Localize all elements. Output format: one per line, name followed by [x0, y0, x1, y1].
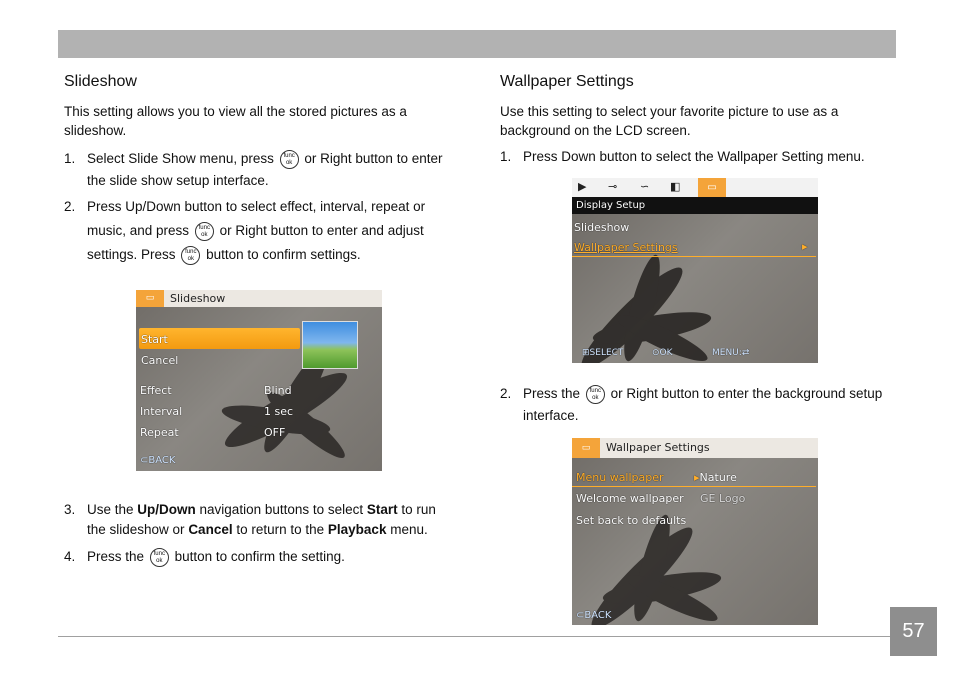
menu-item-wallpaper-settings[interactable]: Wallpaper Settings — [574, 241, 678, 254]
curve-tab-icon[interactable]: ∽ — [640, 180, 650, 193]
transfer-tab-icon[interactable]: ◧ — [670, 180, 681, 193]
chevron-right-icon: ▸ — [802, 240, 808, 253]
footer-select: ⊞SELECT — [582, 348, 624, 358]
func-ok-button-icon: func ok — [181, 246, 200, 265]
menu-header: Display Setup — [576, 200, 646, 211]
footer-ok: ⊙OK — [652, 348, 673, 358]
flower-image — [136, 290, 382, 471]
playback-tab-icon[interactable]: ▶ — [578, 180, 587, 193]
back-label[interactable]: ⊂BACK — [140, 455, 176, 466]
intro-paragraph: Use this setting to select your favorite picture to use as a background on the LCD screen. — [500, 104, 839, 138]
wallpaper-setting-value: ▸Nature — [694, 471, 737, 484]
step-number: 2. — [64, 199, 76, 214]
display-setup-icon: ▭ — [572, 438, 600, 458]
page-number: 57 — [890, 607, 937, 656]
menu-item-start[interactable]: Start — [141, 333, 168, 346]
screen-title: Slideshow — [170, 292, 226, 305]
func-ok-button-icon: func ok — [150, 548, 169, 567]
screen-title: Wallpaper Settings — [606, 441, 710, 454]
selected-row-underline — [572, 256, 816, 257]
display-setup-screen — [572, 178, 818, 363]
func-ok-button-icon: func ok — [586, 385, 605, 404]
step-text: Press Up/Down button to select effect, interval, repeat or music, and press — [87, 199, 426, 238]
func-ok-button-icon: func ok — [195, 222, 214, 241]
display-tab-icon[interactable]: ▭ — [698, 178, 726, 197]
display-setup-icon: ▭ — [136, 290, 164, 307]
mode-tab-bar — [572, 178, 818, 197]
step-text: or Right button to enter the slide show setup interface. — [87, 151, 443, 188]
slideshow-section — [64, 72, 456, 267]
bottom-divider — [58, 636, 890, 637]
wallpaper-setting-label[interactable]: Welcome wallpaper — [576, 492, 684, 505]
wallpaper-setting-label[interactable]: Set back to defaults — [576, 514, 687, 527]
header-bar — [58, 30, 896, 58]
screen-title-bar — [572, 438, 818, 458]
wallpaper-setting-label[interactable]: Menu wallpaper — [576, 471, 664, 484]
flower-image — [572, 438, 818, 625]
setting-value: 1 sec — [264, 405, 294, 418]
slideshow-steps-continued — [64, 500, 456, 568]
list-item: 4. Press the func ok button to confirm the setting. — [64, 546, 456, 568]
list-item: 3. Use the Up/Down navigation buttons to select Start to run the slideshow or Cancel to return to the Playback menu. — [64, 502, 436, 537]
intro-paragraph: This setting allows you to view all the stored pictures as a slideshow. — [64, 104, 407, 138]
section-heading: Wallpaper Settings — [500, 73, 634, 90]
setting-label: Interval — [140, 405, 183, 418]
slideshow-screen — [136, 290, 382, 471]
step-number: 4. — [64, 549, 76, 564]
step-number: 2. — [500, 386, 512, 401]
wallpaper-settings-screen — [572, 438, 818, 625]
step-text: Select Slide Show menu, press — [87, 151, 274, 166]
menu-item-slideshow[interactable]: Slideshow — [574, 221, 630, 234]
preview-thumbnail — [302, 321, 358, 369]
screen-title-bar — [136, 290, 382, 307]
setting-label: Effect — [140, 384, 172, 397]
setting-value: Blind — [264, 384, 292, 397]
section-heading: Slideshow — [64, 73, 137, 90]
key-tab-icon[interactable]: ⊸ — [608, 180, 618, 193]
wallpaper-step-2 — [500, 383, 890, 427]
step-number: 3. — [64, 502, 76, 517]
wallpaper-section — [500, 72, 890, 168]
selected-row-underline — [572, 486, 816, 487]
setting-value: OFF — [264, 426, 286, 439]
step-text: button to confirm settings. — [206, 247, 361, 262]
wallpaper-setting-value: GE Logo — [700, 492, 746, 505]
list-item — [64, 195, 456, 267]
back-label[interactable]: ⊂BACK — [576, 610, 612, 621]
list-item — [64, 148, 456, 192]
menu-item-cancel[interactable]: Cancel — [141, 354, 179, 367]
step-text: or Right button to enter and adjust settings. Press — [87, 223, 424, 262]
list-item: 2. Press the func ok or Right button to enter the background setup interface. — [500, 383, 890, 427]
footer-menu: MENU:⇄ — [712, 348, 750, 358]
step-number: 1. — [64, 151, 76, 166]
steps-list — [64, 148, 456, 267]
func-ok-button-icon: func ok — [280, 150, 299, 169]
list-item: 1. Press Down button to select the Wallpaper Setting menu. — [500, 146, 890, 168]
setting-label: Repeat — [140, 426, 179, 439]
step-number: 1. — [500, 149, 512, 164]
